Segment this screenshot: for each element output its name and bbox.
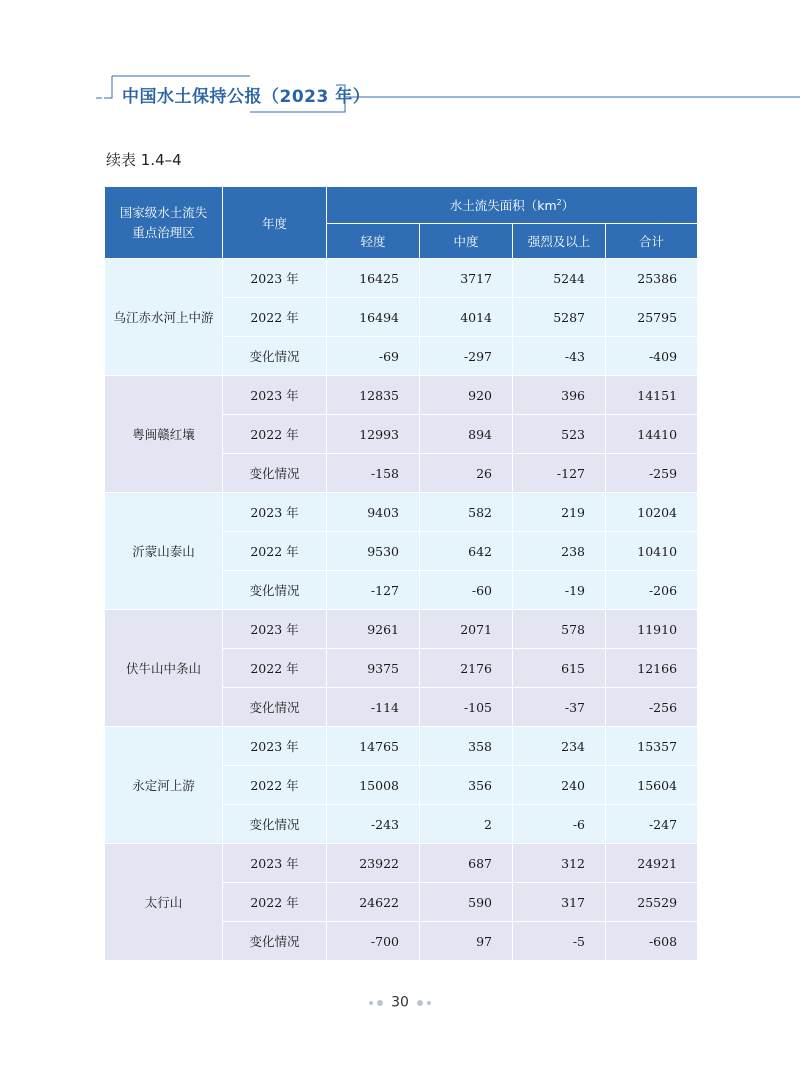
year-cell: 变化情况 bbox=[223, 337, 327, 376]
value-cell: 894 bbox=[420, 415, 513, 454]
value-cell: -60 bbox=[420, 571, 513, 610]
value-cell: 25795 bbox=[606, 298, 698, 337]
header-erosion-area: 水土流失面积$(km^2)$ bbox=[327, 187, 698, 224]
value-cell: 219 bbox=[513, 493, 606, 532]
value-cell: 312 bbox=[513, 844, 606, 883]
page-footer bbox=[0, 992, 800, 1011]
region-cell: 乌江赤水河上中游 bbox=[105, 259, 223, 376]
value-cell: -247 bbox=[606, 805, 698, 844]
value-cell: 234 bbox=[513, 727, 606, 766]
footer-dot bbox=[377, 1000, 383, 1006]
year-cell: 2022 年 bbox=[223, 415, 327, 454]
page-number: 30 bbox=[391, 994, 409, 1011]
value-cell: 396 bbox=[513, 376, 606, 415]
region-cell: 太行山 bbox=[105, 844, 223, 961]
year-cell: 2022 年 bbox=[223, 298, 327, 337]
value-cell: -700 bbox=[327, 922, 420, 961]
value-cell: 5244 bbox=[513, 259, 606, 298]
year-cell: 变化情况 bbox=[223, 688, 327, 727]
value-cell: 15604 bbox=[606, 766, 698, 805]
value-cell: 12835 bbox=[327, 376, 420, 415]
value-cell: 523 bbox=[513, 415, 606, 454]
table-row bbox=[105, 610, 698, 649]
year-cell: 2022 年 bbox=[223, 532, 327, 571]
value-cell: -297 bbox=[420, 337, 513, 376]
value-cell: -37 bbox=[513, 688, 606, 727]
value-cell: -114 bbox=[327, 688, 420, 727]
value-cell: 317 bbox=[513, 883, 606, 922]
value-cell: 16425 bbox=[327, 259, 420, 298]
value-cell: 2071 bbox=[420, 610, 513, 649]
value-cell: -69 bbox=[327, 337, 420, 376]
year-cell: 2022 年 bbox=[223, 883, 327, 922]
year-cell: 变化情况 bbox=[223, 571, 327, 610]
value-cell: 12993 bbox=[327, 415, 420, 454]
value-cell: 687 bbox=[420, 844, 513, 883]
year-cell: 2023 年 bbox=[223, 259, 327, 298]
header-total: 合计 bbox=[606, 224, 698, 259]
table-row bbox=[105, 727, 698, 766]
year-cell: 2022 年 bbox=[223, 649, 327, 688]
year-cell: 变化情况 bbox=[223, 922, 327, 961]
value-cell: -256 bbox=[606, 688, 698, 727]
year-cell: 变化情况 bbox=[223, 805, 327, 844]
header-title: 中国水土保持公报（2023 年） bbox=[122, 87, 371, 107]
value-cell: 14410 bbox=[606, 415, 698, 454]
value-cell: 4014 bbox=[420, 298, 513, 337]
value-cell: 26 bbox=[420, 454, 513, 493]
header-decoration bbox=[0, 0, 800, 130]
footer-dot bbox=[369, 1001, 373, 1005]
region-cell: 粤闽赣红壤 bbox=[105, 376, 223, 493]
value-cell: 9375 bbox=[327, 649, 420, 688]
value-cell: 240 bbox=[513, 766, 606, 805]
table-header bbox=[105, 187, 698, 259]
region-cell: 沂蒙山泰山 bbox=[105, 493, 223, 610]
value-cell: 9403 bbox=[327, 493, 420, 532]
value-cell: 238 bbox=[513, 532, 606, 571]
value-cell: 15357 bbox=[606, 727, 698, 766]
year-cell: 2023 年 bbox=[223, 610, 327, 649]
value-cell: 24921 bbox=[606, 844, 698, 883]
table-body bbox=[105, 259, 698, 961]
value-cell: -43 bbox=[513, 337, 606, 376]
value-cell: 590 bbox=[420, 883, 513, 922]
value-cell: 9261 bbox=[327, 610, 420, 649]
value-cell: -409 bbox=[606, 337, 698, 376]
value-cell: 578 bbox=[513, 610, 606, 649]
year-cell: 2022 年 bbox=[223, 766, 327, 805]
table-caption: 续表 1.4–4 bbox=[106, 151, 182, 169]
value-cell: 358 bbox=[420, 727, 513, 766]
value-cell: 9530 bbox=[327, 532, 420, 571]
value-cell: 2 bbox=[420, 805, 513, 844]
table-row bbox=[105, 493, 698, 532]
value-cell: 615 bbox=[513, 649, 606, 688]
value-cell: 10410 bbox=[606, 532, 698, 571]
region-cell: 永定河上游 bbox=[105, 727, 223, 844]
value-cell: 920 bbox=[420, 376, 513, 415]
value-cell: 25386 bbox=[606, 259, 698, 298]
table-row bbox=[105, 844, 698, 883]
value-cell: 24622 bbox=[327, 883, 420, 922]
value-cell: 356 bbox=[420, 766, 513, 805]
value-cell: 10204 bbox=[606, 493, 698, 532]
value-cell: -259 bbox=[606, 454, 698, 493]
value-cell: -105 bbox=[420, 688, 513, 727]
value-cell: 14765 bbox=[327, 727, 420, 766]
header-light: 轻度 bbox=[327, 224, 420, 259]
value-cell: 5287 bbox=[513, 298, 606, 337]
value-cell: 12166 bbox=[606, 649, 698, 688]
value-cell: 16494 bbox=[327, 298, 420, 337]
footer-dot bbox=[417, 1000, 423, 1006]
value-cell: 642 bbox=[420, 532, 513, 571]
value-cell: 2176 bbox=[420, 649, 513, 688]
header-moderate: 中度 bbox=[420, 224, 513, 259]
year-cell: 2023 年 bbox=[223, 727, 327, 766]
footer-dot bbox=[427, 1001, 431, 1005]
value-cell: 14151 bbox=[606, 376, 698, 415]
value-cell: -158 bbox=[327, 454, 420, 493]
value-cell: -5 bbox=[513, 922, 606, 961]
page-header bbox=[0, 0, 800, 130]
value-cell: 3717 bbox=[420, 259, 513, 298]
year-cell: 2023 年 bbox=[223, 844, 327, 883]
value-cell: 582 bbox=[420, 493, 513, 532]
value-cell: 25529 bbox=[606, 883, 698, 922]
value-cell: -127 bbox=[327, 571, 420, 610]
value-cell: -608 bbox=[606, 922, 698, 961]
value-cell: 23922 bbox=[327, 844, 420, 883]
value-cell: -19 bbox=[513, 571, 606, 610]
value-cell: -206 bbox=[606, 571, 698, 610]
value-cell: -127 bbox=[513, 454, 606, 493]
region-cell: 伏牛山中条山 bbox=[105, 610, 223, 727]
value-cell: -6 bbox=[513, 805, 606, 844]
header-severe: 强烈及以上 bbox=[513, 224, 606, 259]
year-cell: 2023 年 bbox=[223, 493, 327, 532]
value-cell: -243 bbox=[327, 805, 420, 844]
table-row bbox=[105, 376, 698, 415]
year-cell: 变化情况 bbox=[223, 454, 327, 493]
header-region: 国家级水土流失重点治理区 bbox=[105, 187, 223, 259]
value-cell: 15008 bbox=[327, 766, 420, 805]
value-cell: 97 bbox=[420, 922, 513, 961]
year-cell: 2023 年 bbox=[223, 376, 327, 415]
table-row bbox=[105, 259, 698, 298]
value-cell: 11910 bbox=[606, 610, 698, 649]
soil-erosion-table bbox=[104, 186, 698, 961]
header-year: 年度 bbox=[223, 187, 327, 259]
